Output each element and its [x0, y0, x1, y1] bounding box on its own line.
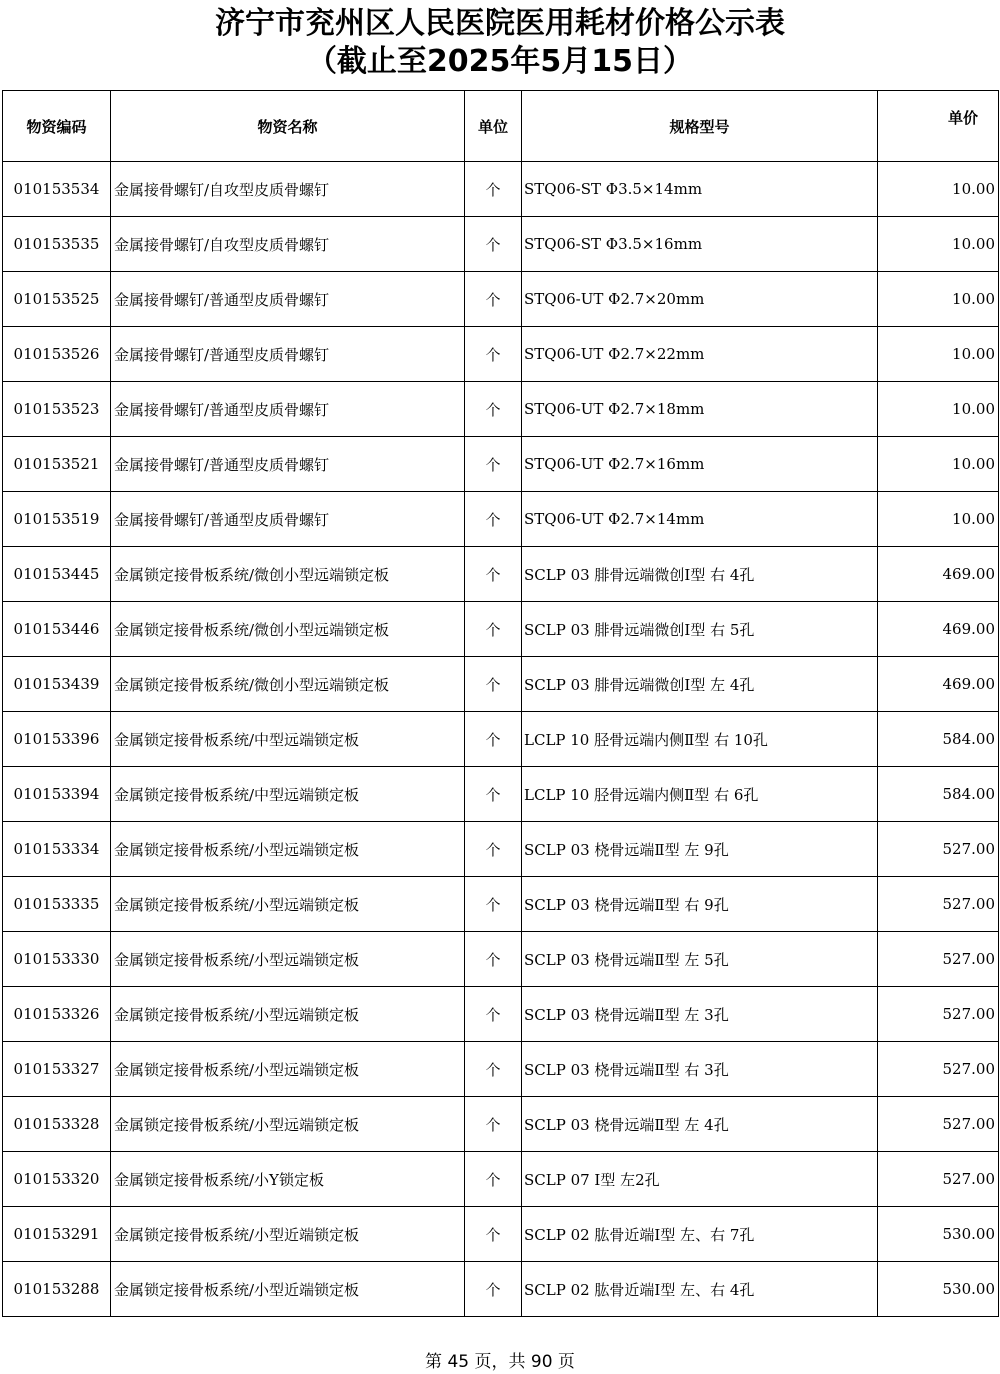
- cell-name: 金属接骨螺钉/普通型皮质骨螺钉: [111, 492, 465, 547]
- table-row: [3, 987, 999, 1042]
- cell-spec: LCLP 10 胫骨远端内侧Ⅱ型 右 6孔: [522, 767, 878, 822]
- header-name: 物资名称: [111, 91, 465, 162]
- table-row: [3, 162, 999, 217]
- cell-spec: SCLP 02 肱骨近端Ⅰ型 左、右 4孔: [522, 1262, 878, 1317]
- cell-name: 金属锁定接骨板系统/小型远端锁定板: [111, 987, 465, 1042]
- cell-code: 010153534: [3, 162, 111, 217]
- cell-code: 010153525: [3, 272, 111, 327]
- cell-spec: SCLP 03 腓骨远端微创Ⅰ型 右 4孔: [522, 547, 878, 602]
- cell-name: 金属接骨螺钉/自攻型皮质骨螺钉: [111, 162, 465, 217]
- cell-price: 527.00: [878, 1152, 999, 1207]
- table-row: [3, 657, 999, 712]
- cell-unit: 个: [465, 657, 522, 712]
- cell-code: 010153439: [3, 657, 111, 712]
- cell-spec: SCLP 03 桡骨远端Ⅱ型 右 9孔: [522, 877, 878, 932]
- cell-code: 010153526: [3, 327, 111, 382]
- cell-spec: STQ06-UT Φ2.7×16mm: [522, 437, 878, 492]
- cell-code: 010153519: [3, 492, 111, 547]
- header-spec: 规格型号: [522, 91, 878, 162]
- cell-code: 010153328: [3, 1097, 111, 1152]
- table-row: [3, 272, 999, 327]
- cell-name: 金属锁定接骨板系统/小型近端锁定板: [111, 1262, 465, 1317]
- cell-code: 010153394: [3, 767, 111, 822]
- cell-price: 527.00: [878, 1042, 999, 1097]
- cell-code: 010153521: [3, 437, 111, 492]
- cell-unit: 个: [465, 932, 522, 987]
- cell-price: 527.00: [878, 877, 999, 932]
- cell-price: 469.00: [878, 657, 999, 712]
- cell-price: 530.00: [878, 1207, 999, 1262]
- cell-code: 010153288: [3, 1262, 111, 1317]
- table-header-row: [3, 91, 999, 162]
- cell-code: 010153445: [3, 547, 111, 602]
- cell-spec: STQ06-UT Φ2.7×20mm: [522, 272, 878, 327]
- table-row: [3, 437, 999, 492]
- cell-price: 527.00: [878, 932, 999, 987]
- cell-name: 金属锁定接骨板系统/小型远端锁定板: [111, 1097, 465, 1152]
- cell-name: 金属接骨螺钉/普通型皮质骨螺钉: [111, 272, 465, 327]
- cell-code: 010153320: [3, 1152, 111, 1207]
- cell-spec: SCLP 03 桡骨远端Ⅱ型 左 3孔: [522, 987, 878, 1042]
- cell-unit: 个: [465, 272, 522, 327]
- table-row: [3, 1262, 999, 1317]
- table-row: [3, 822, 999, 877]
- cell-price: 469.00: [878, 602, 999, 657]
- cell-price: 10.00: [878, 382, 999, 437]
- cell-unit: 个: [465, 767, 522, 822]
- cell-code: 010153396: [3, 712, 111, 767]
- cell-name: 金属接骨螺钉/普通型皮质骨螺钉: [111, 382, 465, 437]
- cell-unit: 个: [465, 712, 522, 767]
- cell-name: 金属锁定接骨板系统/小Y锁定板: [111, 1152, 465, 1207]
- cell-unit: 个: [465, 1262, 522, 1317]
- page-title: 济宁市兖州区人民医院医用耗材价格公示表: [215, 6, 785, 41]
- table-row: [3, 382, 999, 437]
- cell-price: 10.00: [878, 437, 999, 492]
- cell-spec: SCLP 03 桡骨远端Ⅱ型 右 3孔: [522, 1042, 878, 1097]
- table-row: [3, 327, 999, 382]
- table-row: [3, 877, 999, 932]
- cell-unit: 个: [465, 877, 522, 932]
- cell-name: 金属接骨螺钉/普通型皮质骨螺钉: [111, 327, 465, 382]
- table-row: [3, 932, 999, 987]
- cell-spec: SCLP 03 桡骨远端Ⅱ型 左 4孔: [522, 1097, 878, 1152]
- table-row: [3, 1207, 999, 1262]
- cell-code: 010153327: [3, 1042, 111, 1097]
- cell-spec: SCLP 03 桡骨远端Ⅱ型 左 5孔: [522, 932, 878, 987]
- table-row: [3, 602, 999, 657]
- cell-price: 10.00: [878, 162, 999, 217]
- cell-name: 金属接骨螺钉/普通型皮质骨螺钉: [111, 437, 465, 492]
- cell-price: 530.00: [878, 1262, 999, 1317]
- cell-price: 527.00: [878, 987, 999, 1042]
- table-body: [3, 162, 999, 1317]
- table-row: [3, 712, 999, 767]
- cell-unit: 个: [465, 382, 522, 437]
- cell-name: 金属锁定接骨板系统/微创小型远端锁定板: [111, 602, 465, 657]
- cell-name: 金属锁定接骨板系统/小型远端锁定板: [111, 877, 465, 932]
- cell-unit: 个: [465, 1097, 522, 1152]
- table-row: [3, 217, 999, 272]
- page-footer: 第 45 页，共 90 页: [425, 1352, 575, 1372]
- cell-price: 527.00: [878, 1097, 999, 1152]
- cell-unit: 个: [465, 1042, 522, 1097]
- cell-unit: 个: [465, 602, 522, 657]
- cell-spec: STQ06-UT Φ2.7×14mm: [522, 492, 878, 547]
- cell-name: 金属锁定接骨板系统/微创小型远端锁定板: [111, 547, 465, 602]
- table-row: [3, 1042, 999, 1097]
- table-row: [3, 492, 999, 547]
- page-subtitle-date: （截止至2025年5月15日）: [306, 44, 694, 79]
- header-price: 单价: [878, 91, 999, 162]
- cell-name: 金属锁定接骨板系统/小型远端锁定板: [111, 932, 465, 987]
- cell-price: 469.00: [878, 547, 999, 602]
- header-code: 物资编码: [3, 91, 111, 162]
- cell-price: 10.00: [878, 327, 999, 382]
- cell-price: 527.00: [878, 822, 999, 877]
- cell-spec: STQ06-UT Φ2.7×18mm: [522, 382, 878, 437]
- cell-unit: 个: [465, 217, 522, 272]
- cell-code: 010153335: [3, 877, 111, 932]
- cell-name: 金属锁定接骨板系统/小型远端锁定板: [111, 822, 465, 877]
- cell-code: 010153326: [3, 987, 111, 1042]
- table-row: [3, 767, 999, 822]
- cell-spec: SCLP 07 Ⅰ型 左2孔: [522, 1152, 878, 1207]
- cell-code: 010153334: [3, 822, 111, 877]
- cell-code: 010153291: [3, 1207, 111, 1262]
- cell-code: 010153330: [3, 932, 111, 987]
- cell-price: 10.00: [878, 272, 999, 327]
- table-row: [3, 547, 999, 602]
- cell-price: 10.00: [878, 492, 999, 547]
- cell-unit: 个: [465, 987, 522, 1042]
- cell-name: 金属锁定接骨板系统/小型远端锁定板: [111, 1042, 465, 1097]
- cell-unit: 个: [465, 327, 522, 382]
- header-unit: 单位: [465, 91, 522, 162]
- cell-unit: 个: [465, 1152, 522, 1207]
- cell-unit: 个: [465, 547, 522, 602]
- cell-spec: SCLP 03 腓骨远端微创Ⅰ型 右 5孔: [522, 602, 878, 657]
- cell-unit: 个: [465, 492, 522, 547]
- cell-code: 010153535: [3, 217, 111, 272]
- cell-unit: 个: [465, 822, 522, 877]
- cell-spec: STQ06-ST Φ3.5×14mm: [522, 162, 878, 217]
- cell-spec: SCLP 03 腓骨远端微创Ⅰ型 左 4孔: [522, 657, 878, 712]
- cell-name: 金属锁定接骨板系统/微创小型远端锁定板: [111, 657, 465, 712]
- cell-spec: SCLP 02 肱骨近端Ⅰ型 左、右 7孔: [522, 1207, 878, 1262]
- cell-unit: 个: [465, 437, 522, 492]
- cell-code: 010153446: [3, 602, 111, 657]
- cell-price: 10.00: [878, 217, 999, 272]
- cell-name: 金属锁定接骨板系统/中型远端锁定板: [111, 767, 465, 822]
- cell-price: 584.00: [878, 767, 999, 822]
- cell-spec: STQ06-UT Φ2.7×22mm: [522, 327, 878, 382]
- cell-name: 金属锁定接骨板系统/小型近端锁定板: [111, 1207, 465, 1262]
- cell-name: 金属接骨螺钉/自攻型皮质骨螺钉: [111, 217, 465, 272]
- cell-price: 584.00: [878, 712, 999, 767]
- price-table: [2, 90, 999, 1317]
- cell-unit: 个: [465, 162, 522, 217]
- table-row: [3, 1152, 999, 1207]
- cell-code: 010153523: [3, 382, 111, 437]
- cell-spec: STQ06-ST Φ3.5×16mm: [522, 217, 878, 272]
- table-row: [3, 1097, 999, 1152]
- cell-spec: LCLP 10 胫骨远端内侧Ⅱ型 右 10孔: [522, 712, 878, 767]
- cell-name: 金属锁定接骨板系统/中型远端锁定板: [111, 712, 465, 767]
- cell-unit: 个: [465, 1207, 522, 1262]
- cell-spec: SCLP 03 桡骨远端Ⅱ型 左 9孔: [522, 822, 878, 877]
